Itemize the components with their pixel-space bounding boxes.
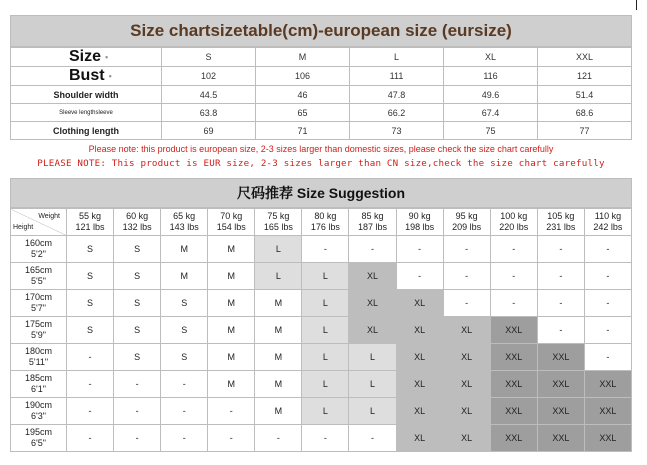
size-suggestion-cell: -	[443, 236, 490, 263]
edge-mark	[636, 0, 637, 10]
size-header: M	[256, 48, 350, 67]
corner-weight-label: Weight	[38, 213, 60, 220]
size-suggestion-cell: L	[302, 290, 349, 317]
size-suggestion-cell: -	[443, 263, 490, 290]
measure-value: 116	[444, 67, 538, 86]
size-suggestion-cell: -	[537, 290, 584, 317]
size-suggestion-cell: -	[114, 398, 161, 425]
height-ft: 6'5"	[31, 438, 46, 448]
measure-value: 66.2	[350, 104, 444, 122]
height-row	[11, 344, 632, 371]
size-suggestion-cell: -	[537, 236, 584, 263]
size-suggestion-cell: XL	[396, 371, 443, 398]
size-header: L	[350, 48, 444, 67]
size-suggestion-cell: -	[396, 236, 443, 263]
size-suggestion-cell: XL	[396, 344, 443, 371]
size-suggestion-cell: L	[302, 371, 349, 398]
measure-value: 106	[256, 67, 350, 86]
note-line-1: Please note: this product is european size, 2-3 sizes larger than domestic sizes, please check the size chart carefully	[88, 144, 554, 154]
size-suggestion-cell: XL	[349, 317, 396, 344]
size-suggestion-cell: XL	[349, 290, 396, 317]
weight-kg: 55 kg	[79, 211, 102, 221]
measure-value: 69	[162, 122, 256, 140]
size-suggestion-cell: S	[67, 236, 114, 263]
height-cm: 170cm	[24, 292, 52, 302]
weight-kg: 60 kg	[126, 211, 149, 221]
size-suggestion-cell: S	[67, 317, 114, 344]
height-header	[11, 263, 67, 290]
size-suggestion-cell: L	[255, 236, 302, 263]
bust-label-cell: Bust •	[11, 67, 162, 86]
size-label-cell: Size •	[11, 48, 162, 67]
weight-lbs: 220 lbs	[499, 222, 529, 232]
size-suggestion-cell: XL	[443, 317, 490, 344]
size-suggestion-cell: -	[584, 290, 631, 317]
size-suggestion-cell: L	[349, 398, 396, 425]
measure-value: 121	[538, 67, 632, 86]
weight-header	[349, 209, 396, 236]
weight-kg: 100 kg	[500, 211, 528, 221]
measure-row	[11, 86, 632, 104]
weight-kg: 110 kg	[594, 211, 622, 221]
measure-value: 73	[350, 122, 444, 140]
size-suggestion-title: 尺码推荐 Size Suggestion	[10, 178, 632, 208]
size-suggestion-cell: L	[302, 317, 349, 344]
height-row	[11, 398, 632, 425]
measure-value: 46	[256, 86, 350, 104]
size-suggestion-cell: -	[490, 236, 537, 263]
size-suggestion-cell: -	[67, 398, 114, 425]
weight-height-corner	[11, 209, 67, 236]
size-suggestion-cell: M	[255, 317, 302, 344]
size-suggestion-cell: M	[208, 317, 255, 344]
size-suggestion-cell: XL	[396, 425, 443, 452]
height-cm: 160cm	[24, 238, 52, 248]
size-suggestion-cell: -	[67, 344, 114, 371]
weight-kg: 95 kg	[455, 211, 478, 221]
size-suggestion-cell: -	[114, 371, 161, 398]
weight-header-row	[11, 209, 632, 236]
size-suggestion-cell: M	[255, 290, 302, 317]
size-suggestion-cell: -	[349, 236, 396, 263]
height-header	[11, 317, 67, 344]
weight-header	[208, 209, 255, 236]
size-suggestion-cell: XL	[443, 425, 490, 452]
weight-kg: 90 kg	[408, 211, 431, 221]
size-suggestion-cell: -	[161, 425, 208, 452]
measure-row	[11, 104, 632, 122]
size-suggestion-cell: -	[349, 425, 396, 452]
size-suggestion-cell: S	[161, 317, 208, 344]
size-suggestion-cell: XL	[349, 263, 396, 290]
size-chart-table	[10, 47, 632, 140]
weight-lbs: 198 lbs	[405, 222, 435, 232]
height-row	[11, 263, 632, 290]
measure-value: 71	[256, 122, 350, 140]
weight-lbs: 132 lbs	[122, 222, 152, 232]
size-suggestion-cell: -	[255, 425, 302, 452]
measure-value: 44.5	[162, 86, 256, 104]
height-cm: 175cm	[24, 319, 52, 329]
weight-kg: 80 kg	[314, 211, 337, 221]
size-suggestion-cell: M	[161, 263, 208, 290]
measure-row	[11, 122, 632, 140]
size-header: XL	[444, 48, 538, 67]
size-suggestion-cell: -	[490, 290, 537, 317]
size-suggestion-cell: XL	[443, 371, 490, 398]
height-ft: 5'2"	[31, 249, 46, 259]
height-row	[11, 236, 632, 263]
size-suggestion-cell: L	[349, 371, 396, 398]
size-suggestion-cell: M	[255, 398, 302, 425]
height-cm: 190cm	[24, 400, 52, 410]
size-suggestion-cell: XXL	[584, 371, 631, 398]
weight-lbs: 121 lbs	[75, 222, 105, 232]
note-line-2: PLEASE NOTE: This product is EUR size, 2-3 sizes larger than CN size,check the size chart carefully	[37, 158, 605, 169]
size-suggestion-cell: -	[443, 290, 490, 317]
weight-kg: 85 kg	[361, 211, 384, 221]
size-suggestion-cell: XL	[396, 317, 443, 344]
size-suggestion-cell: -	[584, 263, 631, 290]
measure-value: 51.4	[538, 86, 632, 104]
height-row	[11, 290, 632, 317]
size-suggestion-cell: L	[302, 398, 349, 425]
weight-kg: 105 kg	[547, 211, 575, 221]
size-suggestion-cell: -	[208, 398, 255, 425]
size-suggestion-cell: XXL	[584, 425, 631, 452]
size-suggestion-cell: M	[255, 344, 302, 371]
size-suggestion-cell: XL	[443, 344, 490, 371]
height-row	[11, 371, 632, 398]
height-cm: 185cm	[24, 373, 52, 383]
shoulder-label: Shoulder width	[11, 86, 162, 104]
corner-height-label: Height	[13, 224, 34, 231]
size-suggestion-table	[10, 208, 632, 452]
size-suggestion-cell: XL	[396, 290, 443, 317]
weight-header	[161, 209, 208, 236]
size-suggestion-cell: -	[161, 371, 208, 398]
size-suggestion-cell: -	[584, 317, 631, 344]
height-ft: 5'11"	[28, 357, 49, 367]
size-suggestion-cell: -	[67, 425, 114, 452]
measure-value: 65	[256, 104, 350, 122]
height-row	[11, 317, 632, 344]
weight-header	[67, 209, 114, 236]
weight-lbs: 143 lbs	[169, 222, 199, 232]
weight-kg: 75 kg	[267, 211, 290, 221]
height-row	[11, 425, 632, 452]
size-header: XXL	[538, 48, 632, 67]
length-label: Clothing length	[11, 122, 162, 140]
size-suggestion-cell: L	[255, 263, 302, 290]
size-suggestion-cell: S	[114, 290, 161, 317]
height-header	[11, 425, 67, 452]
weight-lbs: 209 lbs	[452, 222, 482, 232]
weight-kg: 70 kg	[220, 211, 243, 221]
size-suggestion-cell: -	[302, 236, 349, 263]
size-suggestion-cell: S	[161, 344, 208, 371]
size-suggestion-cell: XXL	[490, 371, 537, 398]
size-suggestion-cell: -	[114, 425, 161, 452]
size-suggestion-cell: M	[208, 263, 255, 290]
size-suggestion-cell: M	[208, 344, 255, 371]
measure-value: 49.6	[444, 86, 538, 104]
height-ft: 5'9"	[31, 330, 46, 340]
size-suggestion-cell: XXL	[537, 425, 584, 452]
measure-value: 47.8	[350, 86, 444, 104]
size-suggestion-cell: S	[67, 290, 114, 317]
size-suggestion-cell: XXL	[537, 344, 584, 371]
size-suggestion-cell: XL	[443, 398, 490, 425]
size-suggestion-cell: XXL	[537, 371, 584, 398]
size-suggestion-cell: XXL	[490, 344, 537, 371]
measure-value: 67.4	[444, 104, 538, 122]
size-suggestion-cell: M	[208, 290, 255, 317]
size-suggestion-cell: S	[161, 290, 208, 317]
size-suggestion-cell: S	[114, 236, 161, 263]
size-suggestion-cell: -	[584, 344, 631, 371]
measure-value: 111	[350, 67, 444, 86]
height-ft: 5'5"	[31, 276, 46, 286]
size-suggestion-cell: -	[537, 317, 584, 344]
size-suggestion-cell: -	[490, 263, 537, 290]
size-suggestion-cell: M	[161, 236, 208, 263]
size-chart-image	[10, 15, 632, 452]
height-ft: 5'7"	[31, 303, 46, 313]
height-cm: 165cm	[24, 265, 52, 275]
weight-lbs: 242 lbs	[593, 222, 623, 232]
size-suggestion-cell: XXL	[537, 398, 584, 425]
measure-value: 63.8	[162, 104, 256, 122]
size-suggestion-cell: L	[349, 344, 396, 371]
height-cm: 195cm	[24, 427, 52, 437]
size-suggestion-cell: M	[255, 371, 302, 398]
size-chart-title: Size chartsizetable(cm)-european size (eursize)	[10, 15, 632, 47]
size-suggestion-cell: XXL	[490, 398, 537, 425]
height-cm: 180cm	[24, 346, 52, 356]
size-suggestion-cell: S	[114, 317, 161, 344]
weight-header	[114, 209, 161, 236]
measure-row	[11, 67, 632, 86]
weight-header	[443, 209, 490, 236]
size-suggestion-cell: -	[396, 263, 443, 290]
height-header	[11, 344, 67, 371]
size-suggestion-cell: XXL	[584, 398, 631, 425]
weight-header	[396, 209, 443, 236]
size-notes	[10, 140, 632, 178]
height-header	[11, 290, 67, 317]
size-header: S	[162, 48, 256, 67]
height-header	[11, 371, 67, 398]
measure-value: 77	[538, 122, 632, 140]
weight-header	[584, 209, 631, 236]
size-suggestion-cell: XXL	[490, 317, 537, 344]
weight-kg: 65 kg	[173, 211, 196, 221]
height-ft: 6'3"	[31, 411, 46, 421]
size-suggestion-cell: -	[208, 425, 255, 452]
sleeve-label: Sleeve lengthsleeve	[11, 104, 162, 122]
size-suggestion-cell: M	[208, 236, 255, 263]
weight-header	[302, 209, 349, 236]
size-suggestion-cell: -	[67, 371, 114, 398]
size-suggestion-cell: -	[302, 425, 349, 452]
weight-lbs: 231 lbs	[546, 222, 576, 232]
measure-value: 68.6	[538, 104, 632, 122]
height-header	[11, 398, 67, 425]
weight-lbs: 165 lbs	[263, 222, 293, 232]
size-suggestion-cell: -	[537, 263, 584, 290]
measure-value: 102	[162, 67, 256, 86]
size-suggestion-cell: L	[302, 263, 349, 290]
size-suggestion-cell: -	[161, 398, 208, 425]
height-ft: 6'1"	[31, 384, 46, 394]
height-header	[11, 236, 67, 263]
weight-header	[537, 209, 584, 236]
size-suggestion-cell: XL	[396, 398, 443, 425]
size-suggestion-cell: S	[114, 263, 161, 290]
weight-lbs: 176 lbs	[310, 222, 340, 232]
size-suggestion-cell: S	[114, 344, 161, 371]
size-suggestion-cell: M	[208, 371, 255, 398]
weight-lbs: 154 lbs	[216, 222, 246, 232]
size-row	[11, 48, 632, 67]
size-suggestion-cell: S	[67, 263, 114, 290]
measure-value: 75	[444, 122, 538, 140]
size-suggestion-cell: -	[584, 236, 631, 263]
weight-header	[255, 209, 302, 236]
weight-lbs: 187 lbs	[357, 222, 388, 232]
size-suggestion-cell: XXL	[490, 425, 537, 452]
size-suggestion-cell: L	[302, 344, 349, 371]
weight-header	[490, 209, 537, 236]
